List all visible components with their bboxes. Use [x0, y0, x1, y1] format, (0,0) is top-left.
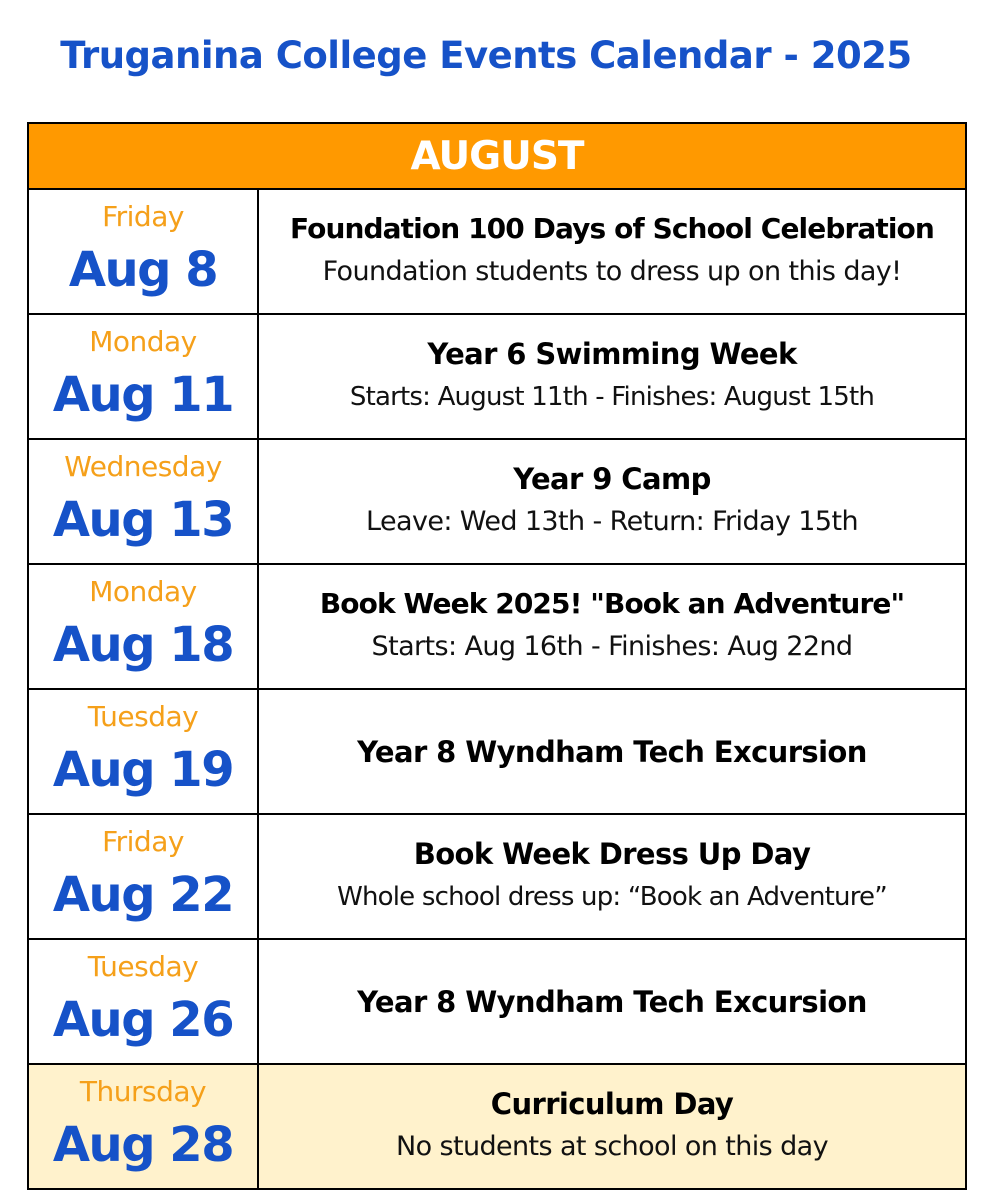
event-cell [259, 315, 965, 438]
date-cell [29, 815, 259, 938]
date-label: Aug 28 [52, 1117, 234, 1173]
event-title: Foundation 100 Days of School Celebration [290, 211, 934, 245]
event-row-aug-8 [29, 190, 965, 315]
event-cell [259, 815, 965, 938]
event-title: Book Week Dress Up Day [413, 836, 811, 871]
weekday-label: Wednesday [64, 450, 222, 483]
event-row-aug-18 [29, 565, 965, 690]
date-cell [29, 1065, 259, 1188]
events-calendar-table [27, 122, 967, 1190]
event-cell [259, 690, 965, 813]
date-label: Aug 11 [52, 367, 234, 423]
weekday-label: Friday [102, 825, 184, 858]
date-cell [29, 565, 259, 688]
event-detail: Whole school dress up: “Book an Adventure” [337, 881, 887, 912]
weekday-label: Friday [102, 200, 184, 233]
event-title: Year 6 Swimming Week [427, 336, 797, 371]
weekday-label: Tuesday [87, 950, 199, 983]
event-cell [259, 565, 965, 688]
date-label: Aug 18 [52, 617, 234, 673]
event-title: Curriculum Day [490, 1086, 734, 1121]
date-cell [29, 690, 259, 813]
page-title: Truganina College Events Calendar - 2025 [60, 34, 912, 77]
date-label: Aug 22 [52, 867, 234, 923]
event-cell [259, 1065, 965, 1188]
event-row-aug-28 [29, 1065, 965, 1188]
event-cell [259, 440, 965, 563]
date-label: Aug 13 [52, 492, 234, 548]
event-row-aug-19 [29, 690, 965, 815]
date-cell [29, 190, 259, 313]
event-cell [259, 940, 965, 1063]
event-detail: No students at school on this day [396, 1130, 828, 1162]
event-title: Year 9 Camp [513, 461, 711, 496]
event-detail: Starts: August 11th - Finishes: August 15th [349, 381, 875, 412]
event-detail: Foundation students to dress up on this day! [322, 255, 902, 287]
event-title: Book Week 2025! "Book an Adventure" [319, 586, 905, 620]
event-row-aug-13 [29, 440, 965, 565]
weekday-label: Thursday [79, 1075, 207, 1108]
date-label: Aug 8 [68, 242, 218, 298]
date-cell [29, 315, 259, 438]
weekday-label: Tuesday [87, 700, 199, 733]
event-row-aug-11 [29, 315, 965, 440]
event-detail: Starts: Aug 16th - Finishes: Aug 22nd [371, 630, 853, 662]
weekday-label: Monday [89, 575, 197, 608]
date-label: Aug 19 [52, 742, 234, 798]
event-title: Year 8 Wyndham Tech Excursion [357, 984, 867, 1019]
event-row-aug-26 [29, 940, 965, 1065]
date-label: Aug 26 [52, 992, 234, 1048]
date-cell [29, 440, 259, 563]
event-title: Year 8 Wyndham Tech Excursion [357, 734, 867, 769]
event-row-aug-22 [29, 815, 965, 940]
event-detail: Leave: Wed 13th - Return: Friday 15th [366, 505, 858, 537]
month-header: AUGUST [29, 124, 965, 190]
weekday-label: Monday [89, 325, 197, 358]
date-cell [29, 940, 259, 1063]
event-cell [259, 190, 965, 313]
